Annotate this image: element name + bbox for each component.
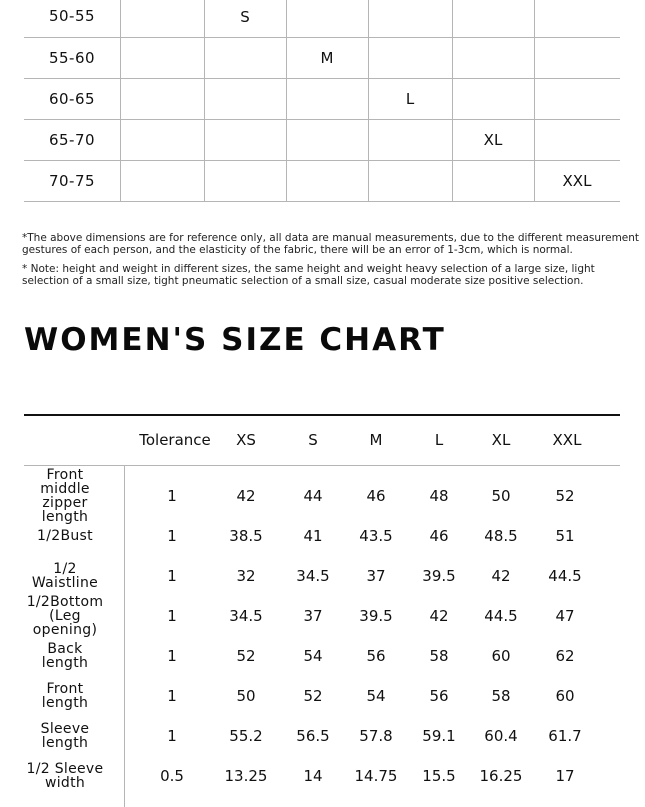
row-label: 1/2Bottom (Leg opening) (26, 594, 104, 638)
measurement-value: 32 (236, 567, 256, 585)
page-title: WOMEN'S SIZE CHART (24, 322, 446, 358)
measurement-value: 47 (555, 607, 575, 625)
measurement-value: 60 (555, 687, 575, 705)
measurement-value: 54 (303, 647, 323, 665)
measurement-value: 39.5 (422, 567, 456, 585)
measurement-value: 58 (491, 687, 511, 705)
column-header: XXL (552, 431, 582, 449)
measurement-value: 0.5 (160, 767, 184, 785)
measurement-value: 62 (555, 647, 575, 665)
measurement-value: 13.25 (224, 767, 268, 785)
weight-row (24, 38, 620, 79)
grid-line (120, 120, 121, 160)
measurement-value: 52 (303, 687, 323, 705)
measurement-value: 56 (429, 687, 449, 705)
measurement-value: 38.5 (229, 527, 263, 545)
weight-range: 70-75 (48, 172, 96, 190)
row-label: 1/2 Sleeve width (26, 761, 104, 791)
measurement-value: 44.5 (548, 567, 582, 585)
grid-line (286, 161, 287, 201)
grid-line (120, 79, 121, 119)
grid-line (534, 38, 535, 78)
weight-size-table (24, 0, 620, 202)
grid-line (204, 79, 205, 119)
grid-line (286, 79, 287, 119)
grid-line (204, 120, 205, 160)
measurement-value: 52 (236, 647, 256, 665)
measurement-value: 58 (429, 647, 449, 665)
measurement-value: 42 (236, 487, 256, 505)
measurement-value: 46 (429, 527, 449, 545)
measurement-value: 44.5 (484, 607, 518, 625)
column-header: XL (491, 431, 511, 449)
measurement-value: 14 (303, 767, 323, 785)
column-header: XS (236, 431, 256, 449)
table-row (24, 716, 620, 756)
weight-range: 55-60 (48, 49, 96, 67)
measurement-value: 50 (236, 687, 256, 705)
measurement-note: *The above dimensions are for reference only, all data are manual measurements, due to the different measurement gestures of each person, and the elasticity of the fabric, there will be an error of 1-3cm, which is normal. (22, 231, 640, 256)
grid-line (120, 161, 121, 201)
weight-row (24, 0, 620, 38)
measurement-value: 34.5 (296, 567, 330, 585)
table-row (24, 467, 620, 525)
row-label: Back length (41, 641, 89, 671)
grid-line (286, 120, 287, 160)
measurement-value: 54 (366, 687, 386, 705)
grid-line (368, 120, 369, 160)
table-row (24, 756, 620, 796)
column-header: S (308, 431, 318, 449)
table-row (24, 676, 620, 716)
weight-row (24, 79, 620, 120)
measurement-value: 57.8 (359, 727, 393, 745)
grid-line (286, 0, 287, 37)
measurement-value: 61.7 (548, 727, 582, 745)
table-row (24, 636, 620, 676)
grid-line (204, 38, 205, 78)
grid-line (120, 38, 121, 78)
grid-line (120, 0, 121, 37)
weight-row (24, 161, 620, 202)
weight-range: 65-70 (48, 131, 96, 149)
measurement-value: 41 (303, 527, 323, 545)
size-mark: XXL (562, 172, 592, 190)
column-header: M (369, 431, 383, 449)
row-label: 1/2Bust (37, 528, 93, 544)
weight-row (24, 120, 620, 161)
measurement-value: 1 (167, 567, 177, 585)
measurement-value: 1 (167, 687, 177, 705)
measurement-value: 46 (366, 487, 386, 505)
selection-note: * Note: height and weight in different sizes, the same height and weight heavy selection of a large size, light selection of a small size, tight pneumatic selection of a small size, casual moderate size positive selection. (22, 262, 595, 287)
measurement-value: 42 (491, 567, 511, 585)
grid-line (204, 161, 205, 201)
size-mark: S (240, 8, 250, 26)
measurement-value: 34.5 (229, 607, 263, 625)
measurement-value: 50 (491, 487, 511, 505)
grid-line (452, 79, 453, 119)
grid-line (452, 0, 453, 37)
measurement-value: 14.75 (354, 767, 398, 785)
size-mark: XL (483, 131, 503, 149)
measurement-value: 44 (303, 487, 323, 505)
measurement-value: 1 (167, 487, 177, 505)
measurement-value: 60 (491, 647, 511, 665)
grid-line (452, 161, 453, 201)
measurement-value: 42 (429, 607, 449, 625)
row-label: Front middle zipper length (40, 467, 90, 525)
table-row (24, 516, 620, 556)
measurement-value: 39.5 (359, 607, 393, 625)
measurement-value: 60.4 (484, 727, 518, 745)
row-label: Front length (41, 681, 89, 711)
grid-line (534, 79, 535, 119)
column-header: L (434, 431, 444, 449)
measurement-value: 52 (555, 487, 575, 505)
measurement-value: 43.5 (359, 527, 393, 545)
row-label: Sleeve length (40, 721, 90, 751)
measurement-value: 1 (167, 647, 177, 665)
grid-line (534, 120, 535, 160)
grid-line (368, 161, 369, 201)
column-header: Tolerance (139, 431, 211, 449)
measurement-value: 51 (555, 527, 575, 545)
table-row (24, 556, 620, 596)
measurement-value: 1 (167, 527, 177, 545)
table-top-rule (24, 414, 620, 416)
weight-range: 60-65 (48, 90, 96, 108)
table-row (24, 596, 620, 636)
weight-range: 50-55 (48, 7, 96, 25)
header-divider (24, 465, 620, 466)
measurement-value: 48.5 (484, 527, 518, 545)
grid-line (368, 0, 369, 37)
measurement-value: 1 (167, 727, 177, 745)
grid-line (534, 0, 535, 37)
measurement-value: 56.5 (296, 727, 330, 745)
measurement-value: 55.2 (229, 727, 263, 745)
measurement-value: 1 (167, 607, 177, 625)
measurement-value: 37 (303, 607, 323, 625)
grid-line (452, 38, 453, 78)
row-label: 1/2 Waistline (31, 561, 99, 591)
measurement-value: 59.1 (422, 727, 456, 745)
measurement-value: 16.25 (479, 767, 523, 785)
grid-line (368, 38, 369, 78)
measurement-value: 48 (429, 487, 449, 505)
measurement-value: 17 (555, 767, 575, 785)
size-mark: L (405, 90, 415, 108)
measurement-value: 56 (366, 647, 386, 665)
measurement-value: 15.5 (422, 767, 456, 785)
size-mark: M (320, 49, 334, 67)
measurement-value: 37 (366, 567, 386, 585)
